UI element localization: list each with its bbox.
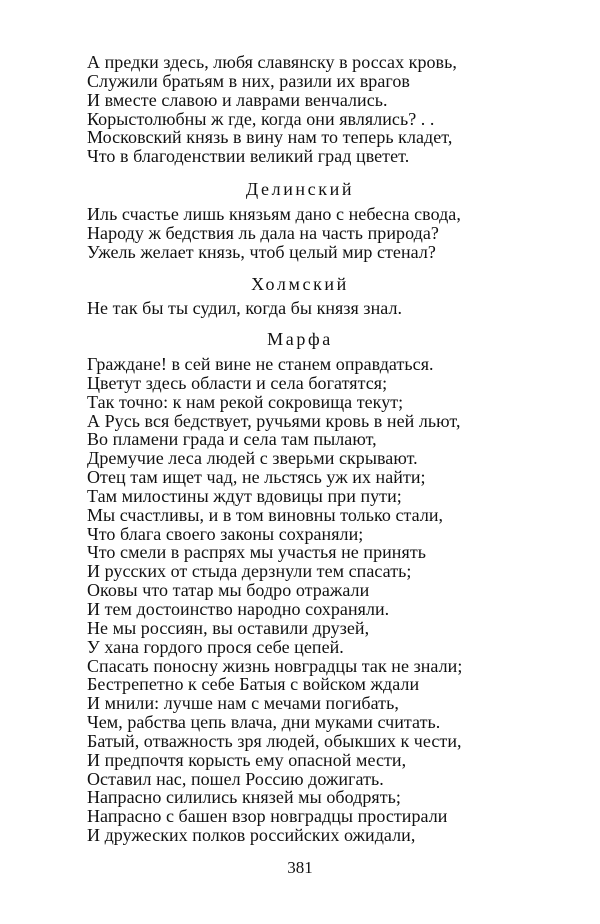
verse-line: Так точно: к нам рекой сокровища текут; bbox=[87, 391, 404, 412]
verse-stanza-2 bbox=[87, 205, 567, 262]
verse-line: Ужель желает князь, чтоб целый мир стенал? bbox=[87, 241, 436, 262]
speaker-name: Марфа bbox=[267, 329, 333, 349]
verse-line: Бестрепетно к себе Батыя с войском ждали bbox=[87, 674, 420, 695]
verse-line: И вместе славою и лаврами венчались. bbox=[87, 89, 388, 110]
verse-line: Там милостины ждут вдовицы при пути; bbox=[87, 485, 402, 506]
verse-line: Цветут здесь области и села богатятся; bbox=[87, 372, 388, 393]
verse-line: У хана гордого прося себе цепей. bbox=[87, 636, 344, 657]
verse-line: Московский князь в вину нам то теперь кладет, bbox=[87, 127, 453, 148]
verse-line: И дружеских полков российских ожидали, bbox=[87, 825, 416, 846]
verse-line: Граждане! в сей вине не станем оправдаться. bbox=[87, 354, 434, 374]
verse-stanza-4 bbox=[87, 355, 567, 845]
verse-stanza-1 bbox=[87, 53, 567, 166]
verse-line: Напрасно силились князей мы ободрять; bbox=[87, 787, 401, 808]
verse-line: Что смели в распрях мы участья не принять bbox=[87, 542, 426, 563]
verse-stanza-3 bbox=[87, 299, 567, 318]
verse-line: Не так бы ты судил, когда бы князя знал. bbox=[87, 298, 403, 318]
verse-line: Отец там ищет чад, не льстясь уж их найти; bbox=[87, 467, 426, 488]
page-number: 381 bbox=[287, 858, 313, 877]
verse-line: Дремучие леса людей с зверьми скрывают. bbox=[87, 448, 418, 469]
verse-line: Народу ж бедствия ль дала на часть природа? bbox=[87, 222, 439, 243]
verse-line: Служили братьям в них, разили их врагов bbox=[87, 70, 410, 91]
speaker-name: Холмский bbox=[251, 274, 349, 294]
verse-line: Чем, рабства цепь влача, дни муками считать. bbox=[87, 712, 441, 733]
verse-line: Корыстолюбны ж где, когда они являлись? . . bbox=[87, 108, 435, 129]
verse-line: Иль счастье лишь князьям дано с небесна свода, bbox=[87, 204, 461, 224]
verse-line: И русских от стыда дерзнули тем спасать; bbox=[87, 561, 412, 582]
verse-line: И тем достоинство народно сохраняли. bbox=[87, 598, 390, 619]
verse-line: Не мы россиян, вы оставили друзей, bbox=[87, 617, 370, 638]
verse-line: И мнили: лучше нам с мечами погибать, bbox=[87, 693, 399, 714]
verse-line: Во пламени града и села там пылают, bbox=[87, 429, 377, 450]
verse-line: А предки здесь, любя славянску в россах кровь, bbox=[87, 52, 457, 72]
verse-line: Оковы что татар мы бодро отражали bbox=[87, 580, 370, 601]
verse-line: И предпочтя корысть ему опасной мести, bbox=[87, 749, 407, 770]
verse-line: Что в благоденствии великий град цветет. bbox=[87, 146, 410, 167]
verse-line: Оставил нас, пошел Россию дожигать. bbox=[87, 768, 384, 789]
verse-line: Что блага своего законы сохраняли; bbox=[87, 523, 364, 544]
speaker-name: Делинский bbox=[245, 179, 355, 199]
verse-line: А Русь вся бедствует, ручьями кровь в ней льют, bbox=[87, 410, 461, 431]
verse-line: Напрасно с башен взор новградцы простирали bbox=[87, 806, 448, 827]
verse-line: Спасать поносну жизнь новградцы так не знали; bbox=[87, 655, 463, 676]
verse-line: Батый, отважность зря людей, обыкших к чести, bbox=[87, 730, 462, 751]
verse-line: Мы счастливы, и в том виновны только стали, bbox=[87, 504, 444, 525]
